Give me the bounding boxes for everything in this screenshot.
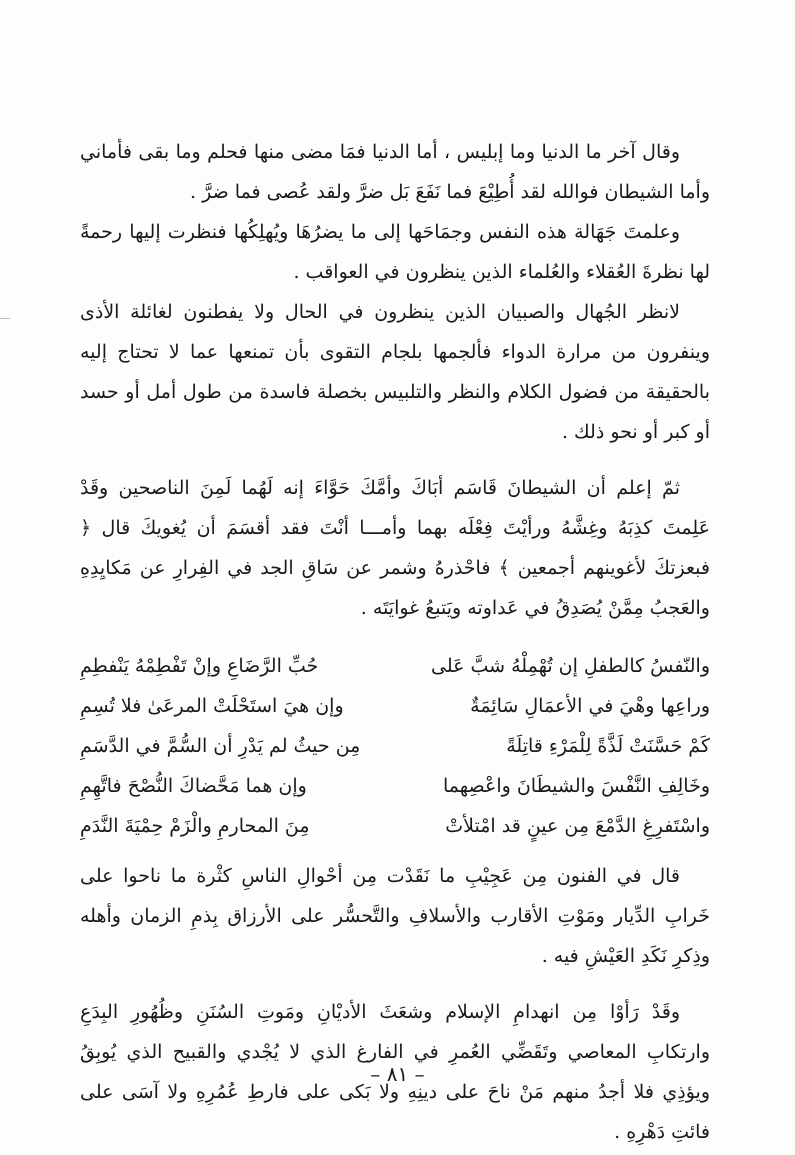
verse-second-hemistich: مِن حيثُ لم يَدْرِ أن السُّمَّ في الدَّسَمِ <box>80 735 361 757</box>
poem-verse <box>80 646 710 686</box>
verse-second-hemistich: حُبِّ الرَّضَاعِ وإنْ تَفْطِمْهُ يَنْفطِمِ <box>80 655 319 677</box>
page-number: – ٨١ – <box>370 1062 425 1086</box>
paragraph: ثمّ إعلم أن الشيطانَ قَاسَم أبَاكَ وأمَّكَ حَوَّاءَ إنه لَهُما لَمِنَ الناصحين وقَدْ عَلِمتَ كذِبَهُ وغِشَّهُ ورأيْتَ فِعْلَه بهما وأمـــا أنْتَ فقد أقسَمَ أن يُغويكَ قال ﴿ فبعزتكَ لأغوينهم أجمعين ﴾ فاحْذرهُ وشمر عن سَاقِ الجد في الفِرارِ عن مَكايِدِهِ والعَجبُ مِمَّنْ يُصَدِقُ في عَداوته ويَتبعُ غوايَتَه . <box>80 477 710 619</box>
poem-verse <box>80 686 710 726</box>
poem-verse <box>80 766 710 806</box>
verse-second-hemistich: وإن هما مَحَّضاكَ النُّصْحَ فاتَّهِمِ <box>80 775 307 797</box>
poem <box>80 646 710 846</box>
paragraph: وقَدْ رَأوْا مِن انهدامِ الإسلام وشعَثَ الأديْانِ ومَوتِ السُنَنِ وظُهُورِ البِدَعِ وارتكابِ المعاصي وتَقَضِّي العُمرِ في الفارغ الذي لا يُجْدي والقبيح الذي يُوبِقُ ويؤذِي فلا أجدُ منهم مَنْ ناحَ على دينِهِ ولا بَكى على فارطِ عُمُرِهِ ولا آسَى على فائتِ دَهْرِهِ . <box>80 1001 710 1143</box>
verse-second-hemistich: مِنَ المحارمِ والْزَمْ حِمْيَةَ النَّدَمِ <box>80 815 310 837</box>
verse-first-hemistich: وخَالِفِ النَّفْسَ والشيطَانَ واعْصِهما <box>443 775 710 797</box>
poem-verse <box>80 806 710 846</box>
margin-tick <box>0 318 10 319</box>
paragraph: لانظر الجُهال والصبيان الذين ينظرون في الحال ولا يفطنون لغائلة الأذى وينفرون من مرارة الدواء فألجمها بلجام التقوى بأن تمنعها عما لا تحتاج إليه بالحقيقة من فضول الكلام والنظر والتلبيس بخصلة فاسدة من طول أمل أو حسد أو كبر أو نحو ذلك . <box>80 301 710 443</box>
verse-first-hemistich: كَمْ حَسَّنَتْ لَذَّةً لِلْمَرْءِ قاتِلَةً <box>506 735 710 757</box>
verse-first-hemistich: وراعِها وهْيَ في الأعمَالِ سَائِمَةٌ <box>470 695 710 717</box>
verse-first-hemistich: واسْتَفرِغِ الدَّمْعَ مِن عينٍ قد امْتلأتْ <box>445 815 710 837</box>
verse-first-hemistich: والنّفسُ كالطفلِ إن تُهْمِلْهُ شبَّ عَلى <box>431 655 710 677</box>
paragraph: قال في الفنون مِن عَجِيْبِ ما نَقَدْت مِن أحْوالِ الناسِ كثْرة ما ناحوا على خَرابِ الدِّيار ومَوْتِ الأقارب والأسلافِ والتَّحسُّر على الأرزاق بِذمِ الزمان وأهله وذِكرِ نَكَدِ العَيْشِ فيه . <box>80 865 710 967</box>
verse-second-hemistich: وإن هيَ استَحْلَتْ المرعَىٰ فلا تُسِمِ <box>80 695 344 717</box>
page-body <box>80 132 710 1152</box>
paragraph: وقال آخر ما الدنيا وما إبليس ، أما الدنيا فمَا مضى منها فحلم وما بقى فأماني وأما الشيطان فوالله لقد أُطِيْعَ فما نَفَعَ بَل ضرَّ ولقد عُصى فما ضرَّ . <box>80 141 710 203</box>
paragraph: وعلمتَ جَهَالة هذه النفس وجمَاحَها إلى ما يضرُهَا ويُهلِكُها فنظرت إليها رحمةً لها نظرةَ العُقلاء والعُلماء الذين ينظرون في العواقب . <box>80 221 710 283</box>
poem-verse <box>80 726 710 766</box>
